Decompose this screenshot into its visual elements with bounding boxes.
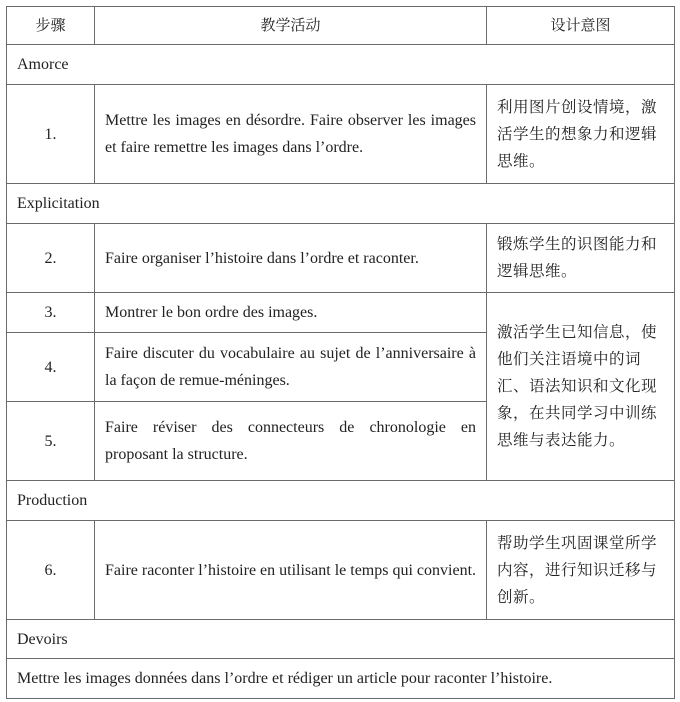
purpose-text: 锻炼学生的识图能力和逻辑思维。 — [487, 224, 675, 293]
lesson-plan-table — [6, 6, 675, 699]
section-explicitation: Explicitation — [7, 184, 675, 224]
activity-text: Faire raconter l’histoire en utilisant le temps qui convient. — [95, 521, 487, 620]
purpose-text: 帮助学生巩固课堂所学内容，进行知识迁移与创新。 — [487, 521, 675, 620]
step-number: 4. — [7, 333, 95, 402]
step-number: 5. — [7, 402, 95, 481]
step-number: 3. — [7, 293, 95, 333]
section-row-amorce — [7, 45, 675, 85]
table-row — [7, 85, 675, 184]
activity-text: Faire réviser des connecteurs de chronologie en proposant la structure. — [95, 402, 487, 481]
step-number: 2. — [7, 224, 95, 293]
purpose-text: 激活学生已知信息，使他们关注语境中的词汇、语法知识和文化现象，在共同学习中训练思维与表达能力。 — [487, 293, 675, 481]
section-amorce: Amorce — [7, 45, 675, 85]
header-purpose: 设计意图 — [487, 7, 675, 45]
header-step: 步骤 — [7, 7, 95, 45]
step-number: 6. — [7, 521, 95, 620]
header-row — [7, 7, 675, 45]
section-row-production — [7, 481, 675, 521]
header-activity: 教学活动 — [95, 7, 487, 45]
section-row-explicitation — [7, 184, 675, 224]
homework-text: Mettre les images données dans l’ordre et rédiger un article pour raconter l’histoire. — [7, 659, 675, 699]
section-production: Production — [7, 481, 675, 521]
activity-text: Faire discuter du vocabulaire au sujet de l’anniversaire à la façon de remue-méninges. — [95, 333, 487, 402]
activity-text: Mettre les images en désordre. Faire observer les images et faire remettre les images dans l’ordre. — [95, 85, 487, 184]
activity-text: Montrer le bon ordre des images. — [95, 293, 487, 333]
table-row — [7, 293, 675, 333]
table-row — [7, 224, 675, 293]
activity-text: Faire organiser l’histoire dans l’ordre et raconter. — [95, 224, 487, 293]
purpose-text: 利用图片创设情境，激活学生的想象力和逻辑思维。 — [487, 85, 675, 184]
table-row — [7, 521, 675, 620]
section-devoirs: Devoirs — [7, 620, 675, 659]
homework-row — [7, 659, 675, 699]
step-number: 1. — [7, 85, 95, 184]
section-row-devoirs — [7, 620, 675, 659]
